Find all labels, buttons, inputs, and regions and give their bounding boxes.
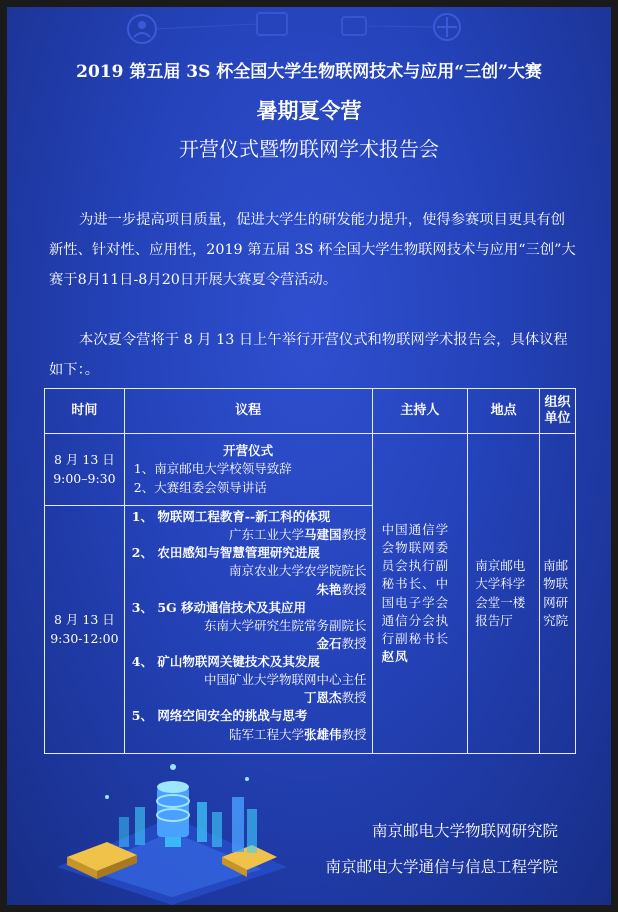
table-row [45, 434, 576, 506]
talk-2-name: 朱艳 [316, 581, 342, 597]
talk-3-speaker [126, 635, 371, 653]
place-text: 南京邮电大学科学会堂一楼报告厅 [475, 558, 526, 628]
talk-1-name: 马建国 [304, 527, 342, 543]
session2-date: 8 月 13 日 [54, 612, 115, 628]
title-line-3: 开营仪式暨物联网学术报告会 [179, 137, 439, 161]
header-agenda: 议程 [124, 389, 372, 434]
network-icons-decoration [7, 7, 611, 52]
intro-paragraph-1: 为进一步提高项目质量，促进大学生的研发能力提升，使得参赛项目更具有创新性、针对性、应用性，2019 第五届 3S 杯全国大学生物联网技术与应用“三创”大赛于8月11日-8月20日开展大赛夏令营活动。 [49, 212, 576, 288]
talk-4-speaker [126, 689, 371, 707]
session1-time-range: 9:00–9:30 [53, 470, 116, 486]
session1-item-1: 1、南京邮电大学校领导致辞 [133, 461, 292, 477]
talk-3-name: 金石 [316, 635, 342, 651]
talk-4-suffix: 教授 [341, 690, 367, 706]
footer-org-2: 南京邮电大学通信与信息工程学院 [325, 858, 558, 876]
talk-5-name: 张雄伟 [304, 726, 342, 742]
session1-item-2: 2、大赛组委会领导讲话 [133, 479, 267, 495]
agenda-table [44, 388, 576, 754]
session1-date: 8 月 13 日 [54, 452, 115, 468]
talk-2-title: 2、 农田感知与智慧管理研究进展 [131, 545, 320, 561]
poster [7, 7, 611, 905]
talk-5-suffix: 教授 [341, 726, 367, 742]
place-cell [468, 434, 540, 754]
intro-paragraph-2: 本次夏令营将于 8 月 13 日上午举行开营仪式和物联网学术报告会，具体议程如下：。 [49, 332, 568, 378]
talk-5-speaker [126, 726, 371, 744]
talk-1-suffix: 教授 [341, 527, 367, 543]
talk-3-title: 3、 5G 移动通信技术及其应用 [131, 599, 307, 615]
session1-time [45, 434, 125, 506]
talk-1-affil: 广东工业大学 [229, 527, 305, 543]
agenda-header-row [45, 389, 576, 434]
talk-2-affil: 南京农业大学农学院院长 [229, 563, 367, 579]
session1-agenda [124, 434, 372, 506]
org-text: 南邮物联网研究院 [543, 558, 569, 628]
host-name: 赵凤 [381, 648, 409, 664]
header-org: 组织单位 [540, 389, 576, 434]
session2-agenda [124, 506, 372, 754]
session2-time-range: 9:30-12:00 [50, 630, 119, 646]
header-place: 地点 [468, 389, 540, 434]
talk-4-affil: 中国矿业大学物联网中心主任 [204, 672, 367, 688]
title-line-2: 暑期夏令营 [256, 98, 362, 123]
talk-2-speaker [126, 581, 371, 599]
session1-title: 开营仪式 [223, 443, 274, 459]
org-cell [540, 434, 576, 754]
talk-3-suffix: 教授 [341, 635, 367, 651]
data-center-illustration [47, 757, 297, 905]
session2-time [45, 506, 125, 754]
talk-4-name: 丁恩杰 [304, 690, 342, 706]
title-line-1: 2019 第五届 3S 杯全国大学生物联网技术与应用“三创”大赛 [76, 62, 542, 82]
header-time: 时间 [45, 389, 125, 434]
talk-4-title: 4、 矿山物联网关键技术及其发展 [131, 654, 320, 669]
host-cell [372, 434, 468, 754]
talk-5-title: 5、 网络空间安全的挑战与思考 [131, 708, 308, 724]
host-description: 中国通信学会物联网委员会执行副秘书长、中国电子学会通信分会执行副秘书长 [381, 522, 450, 646]
talk-1-title: 1、 物联网工程教育--新工科的体现 [131, 509, 331, 524]
footer-org-1: 南京邮电大学物联网研究院 [371, 822, 558, 840]
talk-5-affil: 陆军工程大学 [229, 726, 305, 742]
header-host: 主持人 [372, 389, 468, 434]
talk-3-affil: 东南大学研究生院常务副院长 [204, 617, 367, 633]
talk-2-suffix: 教授 [341, 581, 367, 597]
talk-1-speaker [126, 526, 371, 544]
